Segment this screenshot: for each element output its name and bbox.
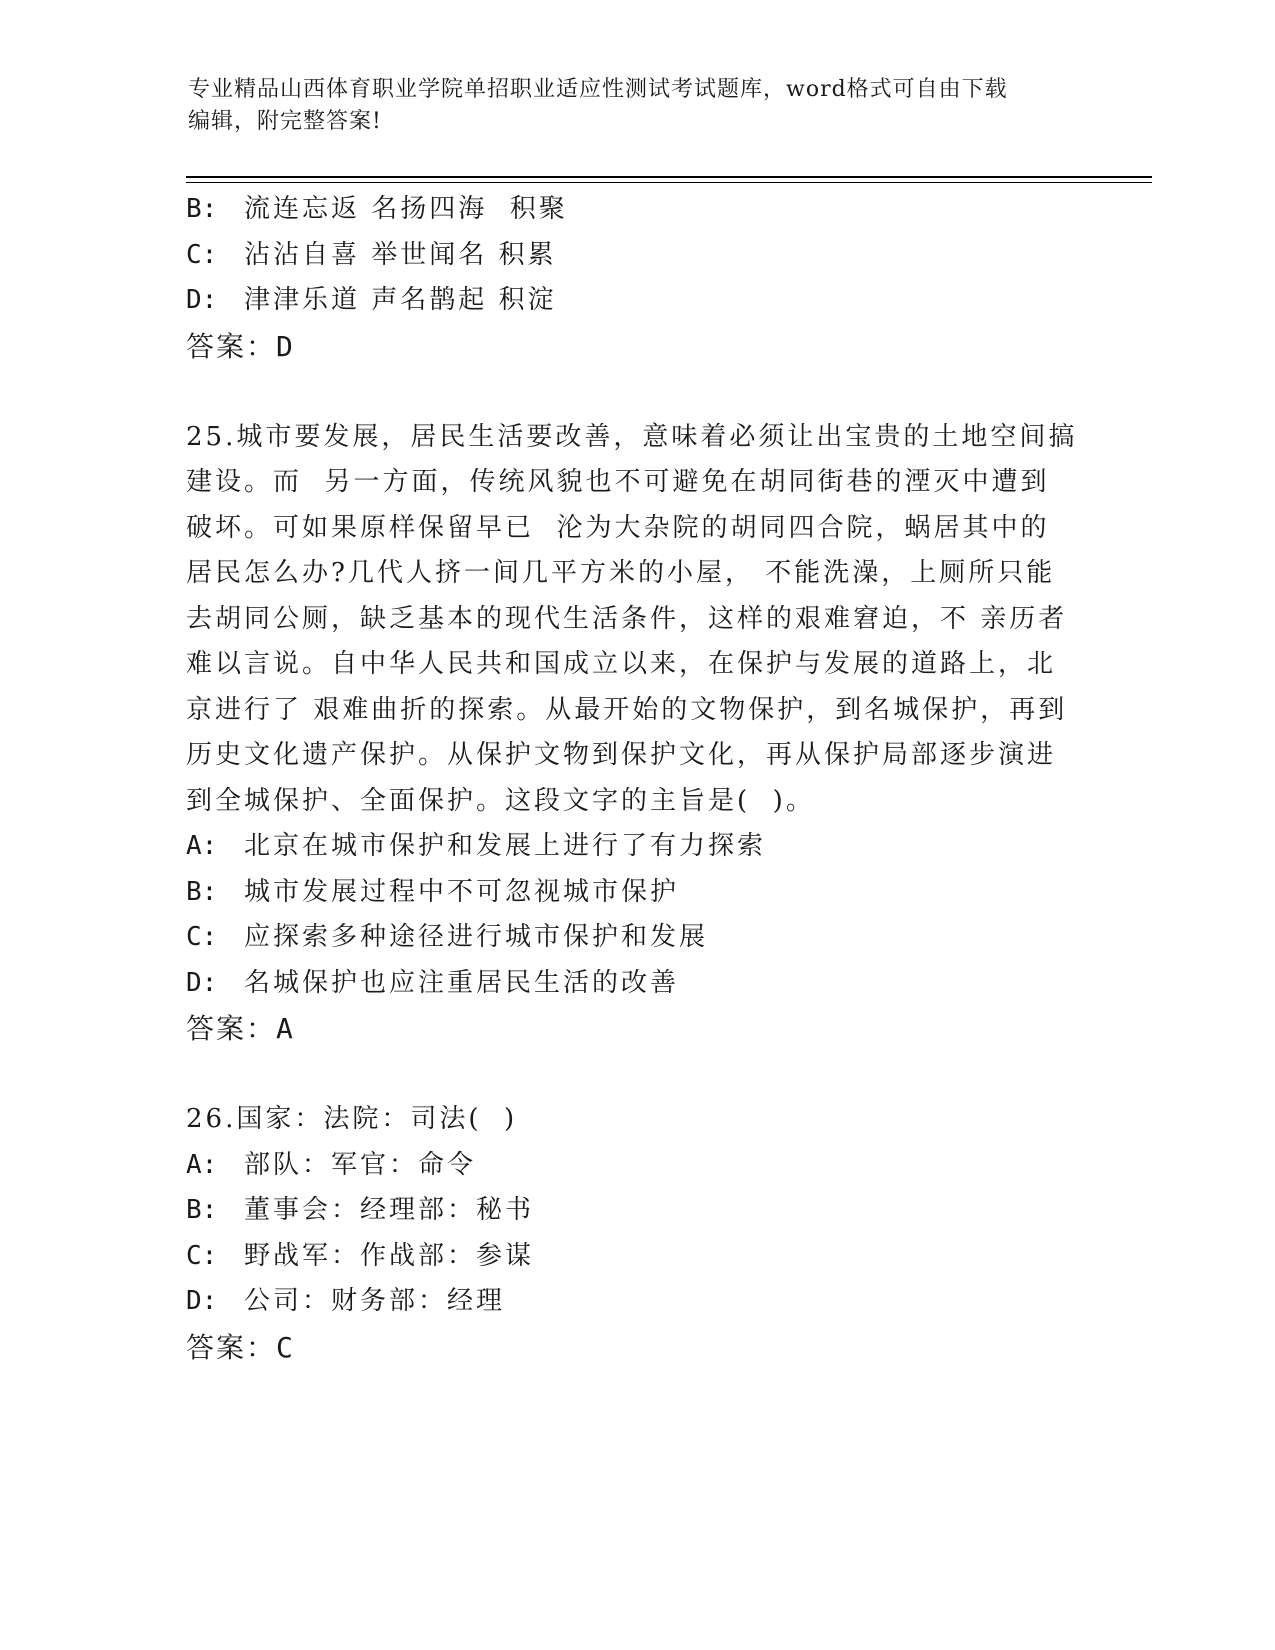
header-divider-thick — [186, 176, 1152, 178]
option-text: 应探索多种途径进行城市保护和发展 — [244, 922, 709, 952]
option-letter: C: — [186, 239, 218, 270]
option-text: 流连忘返 名扬四海 积聚 — [244, 194, 568, 224]
option-text: 部队：军官：命令 — [244, 1149, 477, 1180]
page-header — [188, 74, 1088, 138]
answer-label: 答案： — [186, 1330, 277, 1364]
header-line-1: 专业精品山西体育职业学院单招职业适应性测试考试题库，word格式可自由下载 — [188, 77, 1008, 102]
question-stem-line: 历史文化遗产保护。从保护文物到保护文化，再从保护局部逐步演进 — [186, 740, 1057, 770]
option-letter: A: — [186, 1149, 218, 1180]
option-text: 津津乐道 声名鹊起 积淀 — [244, 285, 557, 315]
option-letter: C: — [186, 922, 218, 952]
option-b — [186, 870, 1086, 916]
question-stem-line: 京进行了 艰难曲折的探索。从最开始的文物保护，到名城保护，再到 — [186, 694, 1068, 725]
question-24 — [186, 187, 1086, 369]
option-c — [186, 915, 1086, 961]
option-b — [186, 187, 1086, 233]
question-25 — [186, 415, 1086, 1052]
option-d — [186, 961, 1086, 1007]
option-text: 野战军：作战部：参谋 — [244, 1240, 535, 1271]
option-text: 城市发展过程中不可忽视城市保护 — [244, 876, 680, 907]
question-spacer — [186, 369, 1086, 415]
option-letter: A: — [186, 831, 218, 861]
question-stem-line: 破坏。可如果原样保留早已 沦为大杂院的胡同四合院，蜗居其中的 — [186, 512, 1050, 543]
option-letter: D: — [186, 967, 218, 998]
option-text: 沾沾自喜 举世闻名 积累 — [244, 239, 557, 270]
option-letter: D: — [186, 285, 218, 315]
answer-line — [186, 1325, 1086, 1371]
option-letter: B: — [186, 876, 218, 907]
question-26 — [186, 1097, 1086, 1370]
option-text: 名城保护也应注重居民生活的改善 — [244, 967, 680, 998]
answer-value: C — [276, 1330, 295, 1364]
option-d — [186, 278, 1086, 324]
answer-line — [186, 324, 1086, 370]
header-divider-thin — [186, 182, 1152, 183]
option-a — [186, 1143, 1086, 1189]
question-stem-line: 居民怎么办?几代人挤一间几平方米的小屋， 不能洗澡，上厕所只能 — [186, 558, 1056, 588]
answer-label: 答案： — [186, 1012, 277, 1045]
option-letter: D: — [186, 1286, 218, 1316]
option-letter: B: — [186, 1195, 218, 1225]
question-content — [186, 187, 1086, 1370]
option-letter: B: — [186, 194, 218, 224]
question-stem-line: 建设。而 另一方面，传统风貌也不可避免在胡同街巷的湮灭中遭到 — [186, 467, 1050, 497]
answer-value: D — [276, 329, 295, 363]
option-c — [186, 1234, 1086, 1280]
question-stem-line: 26.国家：法院：司法( ) — [186, 1104, 518, 1134]
option-d — [186, 1279, 1086, 1325]
option-a — [186, 824, 1086, 870]
question-stem-line: 难以言说。自中华人民共和国成立以来，在保护与发展的道路上，北 — [186, 649, 1057, 679]
header-line-2: 编辑，附完整答案! — [188, 109, 382, 134]
option-text: 公司：财务部：经理 — [244, 1286, 506, 1316]
answer-label: 答案： — [186, 329, 277, 363]
question-stem-line: 到全城保护、全面保护。这段文字的主旨是( )。 — [186, 785, 815, 816]
answer-value: A — [276, 1012, 295, 1045]
question-stem-line: 25.城市要发展，居民生活要改善，意味着必须让出宝贵的土地空间搞 — [186, 421, 1078, 452]
option-text: 董事会：经理部：秘书 — [244, 1195, 535, 1225]
option-text: 北京在城市保护和发展上进行了有力探索 — [244, 831, 767, 861]
question-spacer — [186, 1052, 1086, 1098]
option-c — [186, 233, 1086, 279]
option-b — [186, 1188, 1086, 1234]
option-letter: C: — [186, 1240, 218, 1271]
answer-line — [186, 1006, 1086, 1052]
question-stem-line: 去胡同公厕，缺乏基本的现代生活条件，这样的艰难窘迫，不 亲历者 — [186, 603, 1068, 634]
